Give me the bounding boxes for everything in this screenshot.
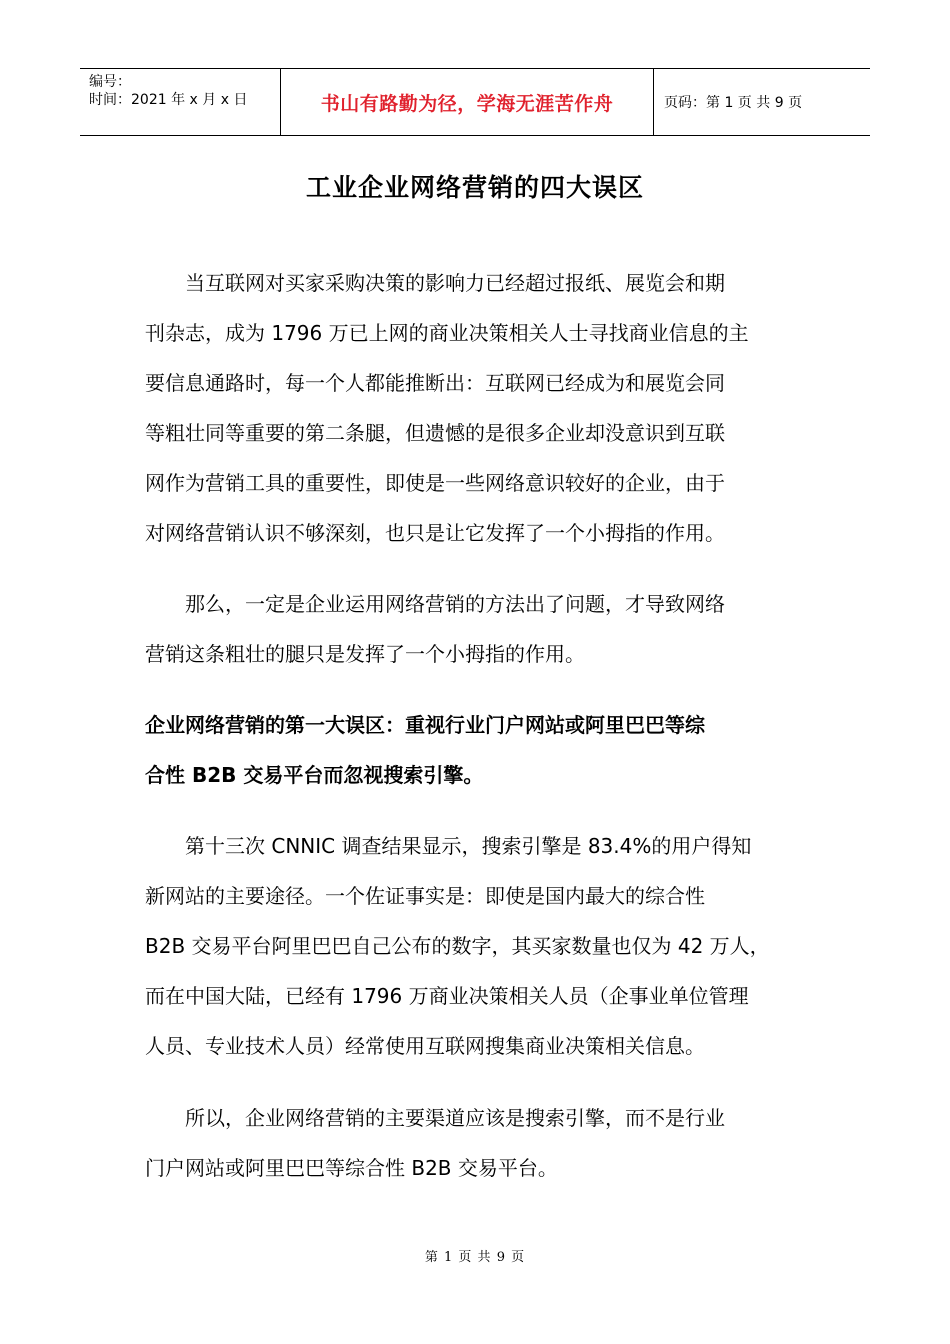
document-number-label: 编号：	[89, 74, 131, 90]
header-page-cell	[654, 69, 870, 135]
document-time-label: 时间：2021 年 x 月 x 日	[89, 92, 248, 108]
paragraph-line: 对网络营销认识不够深刻，也只是让它发挥了一个小拇指的作用。	[145, 521, 725, 545]
paragraph-line: 网作为营销工具的重要性，即使是一些网络意识较好的企业，由于	[145, 471, 725, 495]
heading-line: 企业网络营销的第一大误区：重视行业门户网站或阿里巴巴等综	[145, 713, 705, 737]
paragraph-line: 而在中国大陆，已经有 1796 万商业决策相关人员（企事业单位管理	[145, 984, 749, 1008]
paragraph-cnnic	[145, 831, 815, 1081]
paragraph-line: 要信息通路时，每一个人都能推断出：互联网已经成为和展览会同	[145, 371, 725, 395]
header-motto-cell	[281, 69, 654, 135]
page-footer: 第 1 页 共 9 页	[424, 1250, 526, 1265]
paragraph-line: 新网站的主要途径。一个佐证事实是：即使是国内最大的综合性	[145, 884, 705, 908]
heading-line: 合性 B2B 交易平台而忽视搜索引擎。	[145, 763, 484, 787]
motto-text: 书山有路勤为径，学海无涯苦作舟	[320, 92, 614, 115]
document-title: 工业企业网络营销的四大误区	[305, 173, 644, 202]
paragraph-intro	[145, 268, 815, 568]
paragraph-line: 等粗壮同等重要的第二条腿，但遗憾的是很多企业却没意识到互联	[145, 421, 725, 445]
paragraph-line: 刊杂志，成为 1796 万已上网的商业决策相关人士寻找商业信息的主	[145, 321, 749, 345]
paragraph-line: 当互联网对买家采购决策的影响力已经超过报纸、展览会和期	[145, 271, 725, 295]
paragraph-line: 那么，一定是企业运用网络营销的方法出了问题，才导致网络	[145, 592, 725, 616]
paragraph-conclusion	[145, 1103, 815, 1203]
paragraph-line: B2B 交易平台阿里巴巴自己公布的数字，其买家数量也仅为 42 万人，	[145, 934, 770, 958]
paragraph-line: 所以，企业网络营销的主要渠道应该是搜索引擎，而不是行业	[145, 1106, 725, 1130]
header-meta-cell	[80, 69, 281, 135]
header-table	[80, 68, 870, 136]
paragraph-line: 门户网站或阿里巴巴等综合性 B2B 交易平台。	[145, 1156, 558, 1180]
paragraph-line: 营销这条粗壮的腿只是发挥了一个小拇指的作用。	[145, 642, 585, 666]
paragraph-line: 第十三次 CNNIC 调查结果显示，搜索引擎是 83.4%的用户得知	[145, 834, 752, 858]
paragraph-transition	[145, 589, 815, 689]
section-heading-first-mistake	[145, 710, 815, 810]
paragraph-line: 人员、专业技术人员）经常使用互联网搜集商业决策相关信息。	[145, 1034, 705, 1058]
header-page-info: 页码：第 1 页 共 9 页	[664, 95, 803, 111]
